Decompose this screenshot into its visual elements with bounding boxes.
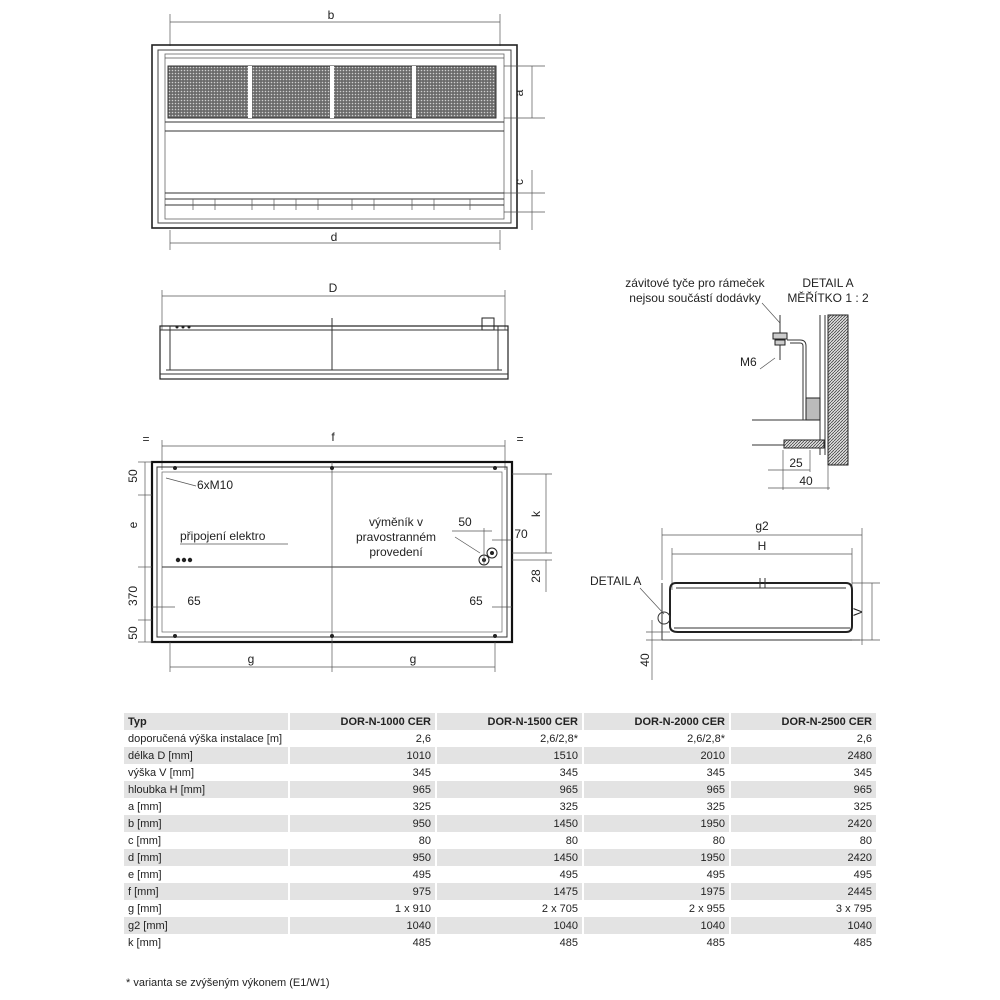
row-label: výška V [mm]	[124, 764, 288, 781]
table-cell: 950	[290, 849, 435, 866]
col-header: DOR-N-2500 CER	[731, 713, 876, 730]
table-row	[124, 934, 876, 951]
row-label: d [mm]	[124, 849, 288, 866]
end-section-view	[590, 519, 880, 680]
dim-c-label: c	[512, 179, 526, 185]
col-header: DOR-N-1000 CER	[290, 713, 435, 730]
col-header: DOR-N-1500 CER	[437, 713, 582, 730]
detail-a-scale: MĚŘÍTKO 1 : 2	[787, 291, 869, 305]
row-label: g2 [mm]	[124, 917, 288, 934]
dim-V-label: V	[851, 607, 865, 617]
table-cell: 2420	[731, 849, 876, 866]
note-exchanger-2: pravostranném	[355, 530, 437, 544]
table-row	[124, 730, 876, 747]
table-row	[124, 747, 876, 764]
table-cell: 485	[437, 934, 582, 951]
table-cell: 80	[731, 832, 876, 849]
table-cell: 485	[731, 934, 876, 951]
table-cell: 345	[584, 764, 729, 781]
detail-a	[625, 276, 869, 490]
dim-65-right: 65	[469, 594, 483, 608]
table-footnote: * varianta se zvýšeným výkonem (E1/W1)	[126, 977, 330, 989]
row-label: k [mm]	[124, 934, 288, 951]
table-row	[124, 900, 876, 917]
table-cell: 325	[437, 798, 582, 815]
table-cell: 1950	[584, 815, 729, 832]
table-cell: 2 x 705	[437, 900, 582, 917]
row-label: c [mm]	[124, 832, 288, 849]
dim-370-label: 370	[126, 585, 140, 607]
dim-50-exchanger: 50	[458, 515, 472, 529]
dim-50-bottom: 50	[126, 626, 140, 640]
table-cell: 2445	[731, 883, 876, 900]
table-cell: 2420	[731, 815, 876, 832]
note-rods-2: nejsou součástí dodávky	[629, 291, 761, 305]
dim-65-left: 65	[187, 594, 201, 608]
table-cell: 1450	[437, 815, 582, 832]
row-label: e [mm]	[124, 866, 288, 883]
dim-40-section: 40	[638, 653, 652, 667]
table-cell: 3 x 795	[731, 900, 876, 917]
row-label: hloubka H [mm]	[124, 781, 288, 798]
table-row	[124, 815, 876, 832]
dim-g-left: g	[247, 652, 255, 666]
row-label: délka D [mm]	[124, 747, 288, 764]
col-header: Typ	[124, 713, 288, 730]
table-cell: 1010	[290, 747, 435, 764]
dim-b-label: b	[327, 8, 335, 22]
table-cell: 2010	[584, 747, 729, 764]
table-cell: 1450	[437, 849, 582, 866]
table-cell: 2 x 955	[584, 900, 729, 917]
table-cell: 80	[437, 832, 582, 849]
table-cell: 965	[731, 781, 876, 798]
table-cell: 1950	[584, 849, 729, 866]
dim-d-label: d	[330, 230, 338, 244]
table-cell: 495	[731, 866, 876, 883]
table-cell: 80	[290, 832, 435, 849]
row-label: g [mm]	[124, 900, 288, 917]
col-header: DOR-N-2000 CER	[584, 713, 729, 730]
table-row	[124, 798, 876, 815]
table-cell: 2,6	[290, 730, 435, 747]
dim-70-label: 70	[514, 527, 528, 541]
table-cell: 1510	[437, 747, 582, 764]
dim-25-label: 25	[789, 456, 803, 470]
note-rods-1: závitové tyče pro rámeček	[625, 276, 765, 290]
table-row	[124, 764, 876, 781]
front-view	[152, 8, 545, 250]
table-row	[124, 781, 876, 798]
dim-f-label: f	[331, 430, 335, 444]
table-cell: 325	[290, 798, 435, 815]
dim-40-detail: 40	[799, 474, 813, 488]
table-cell: 2,6/2,8*	[437, 730, 582, 747]
note-exchanger-1: výměník v	[368, 515, 424, 529]
specs-table	[122, 713, 878, 951]
table-cell: 325	[731, 798, 876, 815]
dim-28-label: 28	[529, 569, 543, 583]
dim-eq-left: =	[142, 432, 150, 446]
note-exchanger-3: provedení	[369, 545, 423, 559]
table-cell: 1040	[437, 917, 582, 934]
dim-eq-right: =	[516, 432, 524, 446]
table-cell: 485	[584, 934, 729, 951]
table-cell: 485	[290, 934, 435, 951]
note-elektro: připojení elektro	[180, 529, 266, 543]
table-row	[124, 917, 876, 934]
dim-g2-label: g2	[755, 519, 769, 533]
table-cell: 325	[584, 798, 729, 815]
dim-50-top: 50	[126, 469, 140, 483]
table-cell: 975	[290, 883, 435, 900]
table-cell: 495	[584, 866, 729, 883]
table-row	[124, 849, 876, 866]
table-cell: 80	[584, 832, 729, 849]
detail-a-ref: DETAIL A	[590, 574, 642, 588]
table-row	[124, 832, 876, 849]
table-cell: 950	[290, 815, 435, 832]
table-cell: 2480	[731, 747, 876, 764]
table-cell: 1040	[731, 917, 876, 934]
table-cell: 965	[290, 781, 435, 798]
table-cell: 1975	[584, 883, 729, 900]
table-row	[124, 883, 876, 900]
dim-e-label: e	[126, 521, 140, 529]
top-view	[126, 430, 552, 672]
note-m10: 6xM10	[197, 478, 234, 492]
table-header-row	[124, 713, 876, 730]
table-cell: 1 x 910	[290, 900, 435, 917]
table-cell: 965	[584, 781, 729, 798]
dim-D-label: D	[328, 281, 338, 295]
table-cell: 345	[731, 764, 876, 781]
row-label: doporučená výška instalace [m]	[124, 730, 288, 747]
table-cell: 2,6/2,8*	[584, 730, 729, 747]
dim-H-label: H	[757, 539, 767, 553]
table-cell: 1040	[290, 917, 435, 934]
row-label: f [mm]	[124, 883, 288, 900]
table-cell: 495	[437, 866, 582, 883]
detail-a-title: DETAIL A	[802, 276, 854, 290]
table-cell: 1475	[437, 883, 582, 900]
dim-a-label: a	[512, 89, 526, 97]
table-cell: 1040	[584, 917, 729, 934]
table-cell: 495	[290, 866, 435, 883]
table-cell: 965	[437, 781, 582, 798]
dim-k-label: k	[529, 511, 543, 517]
table-cell: 345	[290, 764, 435, 781]
row-label: b [mm]	[124, 815, 288, 832]
dim-g-right: g	[409, 652, 417, 666]
table-cell: 345	[437, 764, 582, 781]
table-row	[124, 866, 876, 883]
note-m6: M6	[740, 355, 757, 369]
row-label: a [mm]	[124, 798, 288, 815]
table-cell: 2,6	[731, 730, 876, 747]
side-view	[160, 281, 508, 379]
